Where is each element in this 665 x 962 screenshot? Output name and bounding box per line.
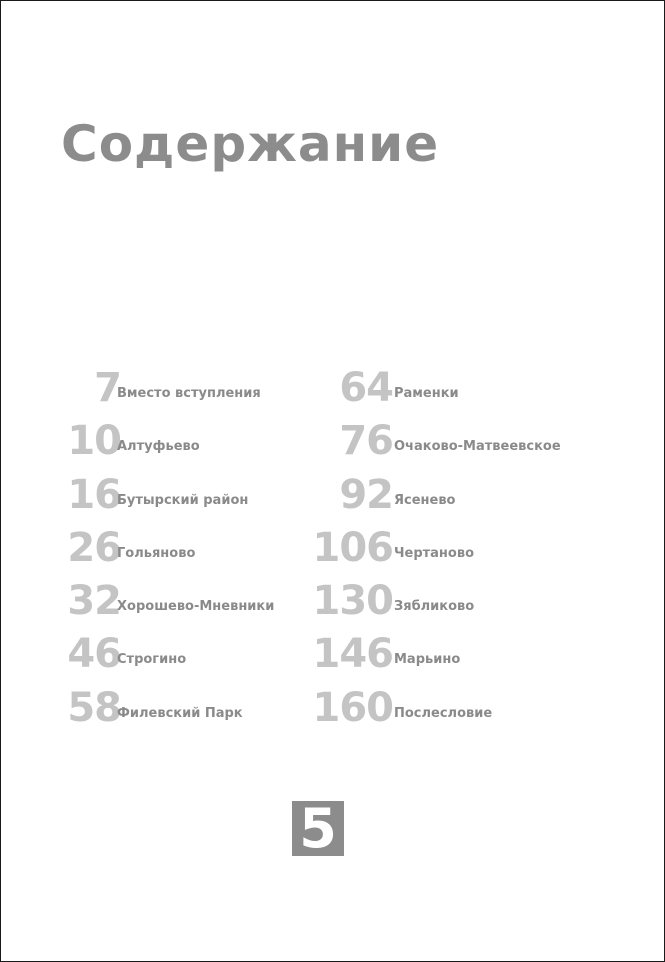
toc-page-number: 10 [67,418,121,465]
toc-page-number: 58 [67,684,121,731]
page-number-badge: 5 [292,801,344,856]
toc-entry-label: Марьино [394,652,461,668]
toc-page-number: 106 [312,524,393,571]
toc-entry-label: Ясенево [394,492,456,508]
toc-column-left [61,365,331,741]
toc-entry-label: Гольяново [117,545,196,561]
toc-entry-label: Вместо вступления [117,386,261,401]
toc-page-number: 92 [339,471,393,518]
toc-entry-label: Бутырский район [117,492,249,508]
toc-entry[interactable] [61,631,331,687]
toc-entry[interactable] [331,471,601,528]
toc-entry[interactable] [312,578,601,634]
toc-page-number: 7 [94,365,121,411]
toc-entry[interactable] [331,418,601,474]
toc-page-number: 64 [339,365,393,411]
toc-column-right [312,365,601,741]
toc-entry-label: Хорошево-Мневники [117,599,275,615]
toc-entry[interactable] [61,471,331,528]
toc-entry-label: Очаково-Матвеевское [394,439,561,455]
toc-entry-label: Послесловие [394,705,493,721]
toc-page-number: 26 [67,524,121,571]
toc-entry[interactable] [331,365,601,421]
toc-entry[interactable] [61,684,331,741]
toc-entry-label: Зябликово [394,599,475,615]
toc-page-number: 130 [312,578,393,625]
toc-entry[interactable] [312,631,601,687]
toc-page-number: 146 [312,631,393,678]
toc-page-number: 76 [339,418,393,465]
page-title: Содержание [61,115,440,173]
toc-entry-label: Строгино [117,652,187,668]
toc-entry[interactable] [61,578,331,634]
toc-entry[interactable] [61,365,331,421]
toc-entry[interactable] [312,684,601,741]
toc-entry[interactable] [312,524,601,581]
toc-entry[interactable] [61,418,331,474]
toc-entry-label: Филевский Парк [117,705,243,721]
toc-page-number: 160 [312,684,393,731]
toc-page-number: 16 [67,471,121,518]
toc-entry[interactable] [61,524,331,581]
toc-page-number: 32 [67,578,121,625]
toc-entry-label: Раменки [394,386,459,401]
toc-entry-label: Чертаново [394,545,475,561]
toc-page-number: 46 [67,631,121,678]
toc-entry-label: Алтуфьево [117,439,200,455]
